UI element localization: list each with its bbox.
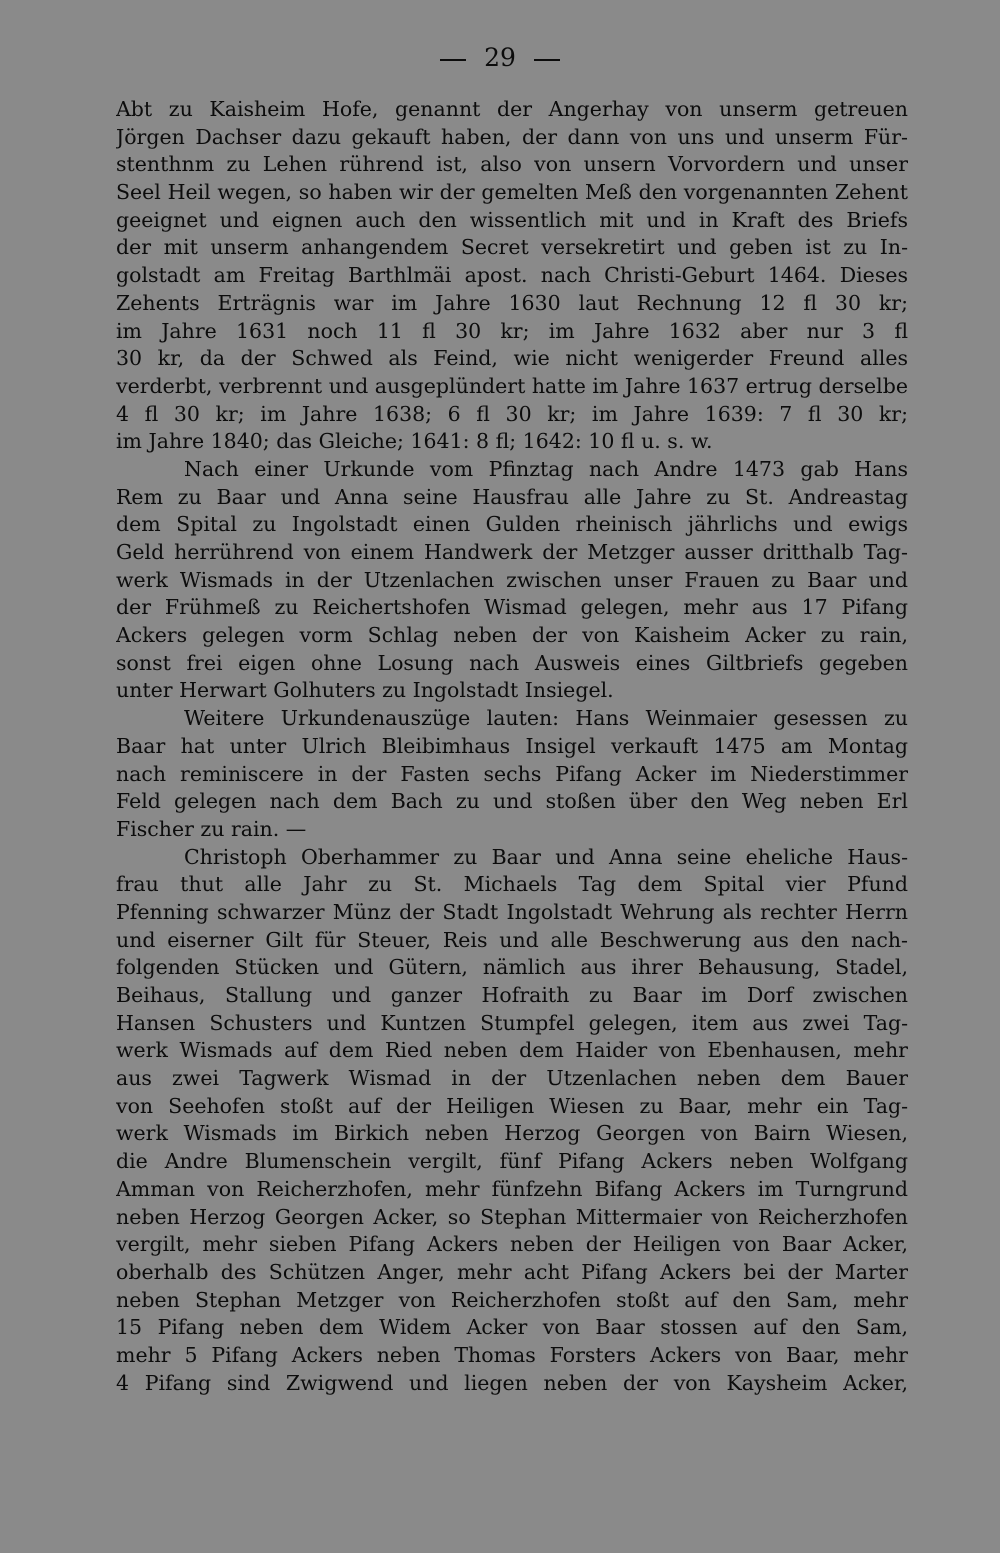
- text-line: Pfenning schwarzer Münz der Stadt Ingolstadt Wehrung als rechter Herrn: [116, 899, 908, 924]
- text-line: werk Wismads im Birkich neben Herzog Georgen von Bairn Wiesen,: [116, 1121, 908, 1146]
- text-line: Christoph Oberhammer zu Baar und Anna seine eheliche Haus-: [184, 844, 908, 869]
- text-line: unter Herwart Golhuters zu Ingolstadt Insiegel.: [116, 678, 614, 703]
- text-line: Rem zu Baar und Anna seine Hausfrau alle Jahre zu St. Andreastag: [116, 484, 908, 509]
- text-line: im Jahre 1840; das Gleiche; 1641: 8 fl; 1642: 10 fl u. s. w.: [116, 429, 713, 454]
- text-line: vergilt, mehr sieben Pifang Ackers neben der Heiligen von Baar Acker,: [116, 1232, 908, 1257]
- text-line: dem Spital zu Ingolstadt einen Gulden rheinisch jährlichs und ewigs: [116, 512, 908, 537]
- text-line: neben Stephan Metzger von Reicherzhofen stoßt auf den Sam, mehr: [116, 1287, 908, 1312]
- text-line: Weitere Urkundenauszüge lauten: Hans Weinmaier gesessen zu: [184, 706, 908, 731]
- text-line: oberhalb des Schützen Anger, mehr acht Pifang Ackers bei der Marter: [116, 1259, 908, 1284]
- page-number-dash-right: [534, 59, 560, 61]
- text-line: nach reminiscere in der Fasten sechs Pifang Acker im Niederstimmer: [116, 761, 908, 786]
- page-header: [0, 40, 1000, 76]
- text-line: Baar hat unter Ulrich Bleibimhaus Insigel verkauft 1475 am Montag: [116, 733, 908, 758]
- text-line: Zehents Erträgnis war im Jahre 1630 laut Rechnung 12 fl 30 kr;: [116, 290, 908, 315]
- text-line: Beihaus, Stallung und ganzer Hofraith zu Baar im Dorf zwischen: [116, 983, 908, 1007]
- text-line: 15 Pifang neben dem Widem Acker von Baar stossen auf den Sam,: [116, 1315, 908, 1340]
- text-line: Amman von Reicherzhofen, mehr fünfzehn Bifang Ackers im Turngrund: [116, 1176, 908, 1201]
- text-line: im Jahre 1631 noch 11 fl 30 kr; im Jahre 1632 aber nur 3 fl: [116, 318, 908, 343]
- page-number: 29: [484, 43, 516, 72]
- text-line: verderbt, verbrennt und ausgeplündert hatte im Jahre 1637 ertrug derselbe: [116, 373, 908, 398]
- text-line: Ackers gelegen vorm Schlag neben der von Kaisheim Acker zu rain,: [116, 623, 908, 648]
- text-line: Abt zu Kaisheim Hofe, genannt der Angerhay von unserm getreuen: [116, 97, 908, 121]
- body-text: [116, 96, 908, 1397]
- text-line: Seel Heil wegen, so haben wir der gemelten Meß den vorgenannten Zehent: [116, 180, 908, 205]
- text-line: der Frühmeß zu Reichertshofen Wismad gelegen, mehr aus 17 Pifang: [116, 595, 908, 620]
- text-line: Geld herrührend von einem Handwerk der Metzger ausser dritthalb Tag-: [116, 540, 908, 564]
- text-line: aus zwei Tagwerk Wismad in der Utzenlachen neben dem Bauer: [116, 1066, 908, 1091]
- text-line: sonst frei eigen ohne Losung nach Ausweis eines Giltbriefs gegeben: [116, 650, 908, 675]
- text-line: von Seehofen stoßt auf der Heiligen Wiesen zu Baar, mehr ein Tag-: [116, 1093, 908, 1118]
- text-line: mehr 5 Pifang Ackers neben Thomas Forsters Ackers von Baar, mehr: [116, 1342, 908, 1367]
- text-line: Hansen Schusters und Kuntzen Stumpfel gelegen, item aus zwei Tag-: [116, 1010, 908, 1035]
- text-line: Jörgen Dachser dazu gekauft haben, der dann von uns und unserm Für-: [116, 124, 908, 149]
- text-line: und eiserner Gilt für Steuer, Reis und alle Beschwerung aus den nach-: [116, 927, 908, 952]
- text-line: werk Wismads auf dem Ried neben dem Haider von Ebenhausen, mehr: [116, 1038, 908, 1063]
- text-line: folgenden Stücken und Gütern, nämlich aus ihrer Behausung, Stadel,: [116, 955, 908, 980]
- text-line: stenthnm zu Lehen rührend ist, also von unsern Vorvordern und unser: [116, 152, 908, 177]
- text-line: 30 kr, da der Schwed als Feind, wie nicht wenigerder Freund alles: [116, 346, 908, 371]
- text-line: geeignet und eignen auch den wissentlich mit und in Kraft des Briefs: [116, 207, 908, 232]
- text-line: die Andre Blumenschein vergilt, fünf Pifang Ackers neben Wolfgang: [116, 1149, 908, 1174]
- page-number-dash-left: [440, 59, 466, 61]
- text-line: Feld gelegen nach dem Bach zu und stoßen über den Weg neben Erl: [116, 789, 908, 814]
- text-line: der mit unserm anhangendem Secret versekretirt und geben ist zu In-: [116, 235, 908, 260]
- text-line: Fischer zu rain. —: [116, 816, 307, 841]
- text-line: frau thut alle Jahr zu St. Michaels Tag dem Spital vier Pfund: [116, 872, 908, 897]
- text-line: 4 Pifang sind Zwigwend und liegen neben der von Kaysheim Acker,: [116, 1370, 908, 1395]
- text-line: 4 fl 30 kr; im Jahre 1638; 6 fl 30 kr; im Jahre 1639: 7 fl 30 kr;: [116, 401, 908, 426]
- text-line: Nach einer Urkunde vom Pfinztag nach Andre 1473 gab Hans: [184, 456, 908, 481]
- text-line: golstadt am Freitag Barthlmäi apost. nach Christi-Geburt 1464. Dieses: [116, 263, 908, 288]
- text-line: neben Herzog Georgen Acker, so Stephan Mittermaier von Reicherzhofen: [116, 1204, 908, 1229]
- text-line: werk Wismads in der Utzenlachen zwischen unser Frauen zu Baar und: [116, 567, 908, 592]
